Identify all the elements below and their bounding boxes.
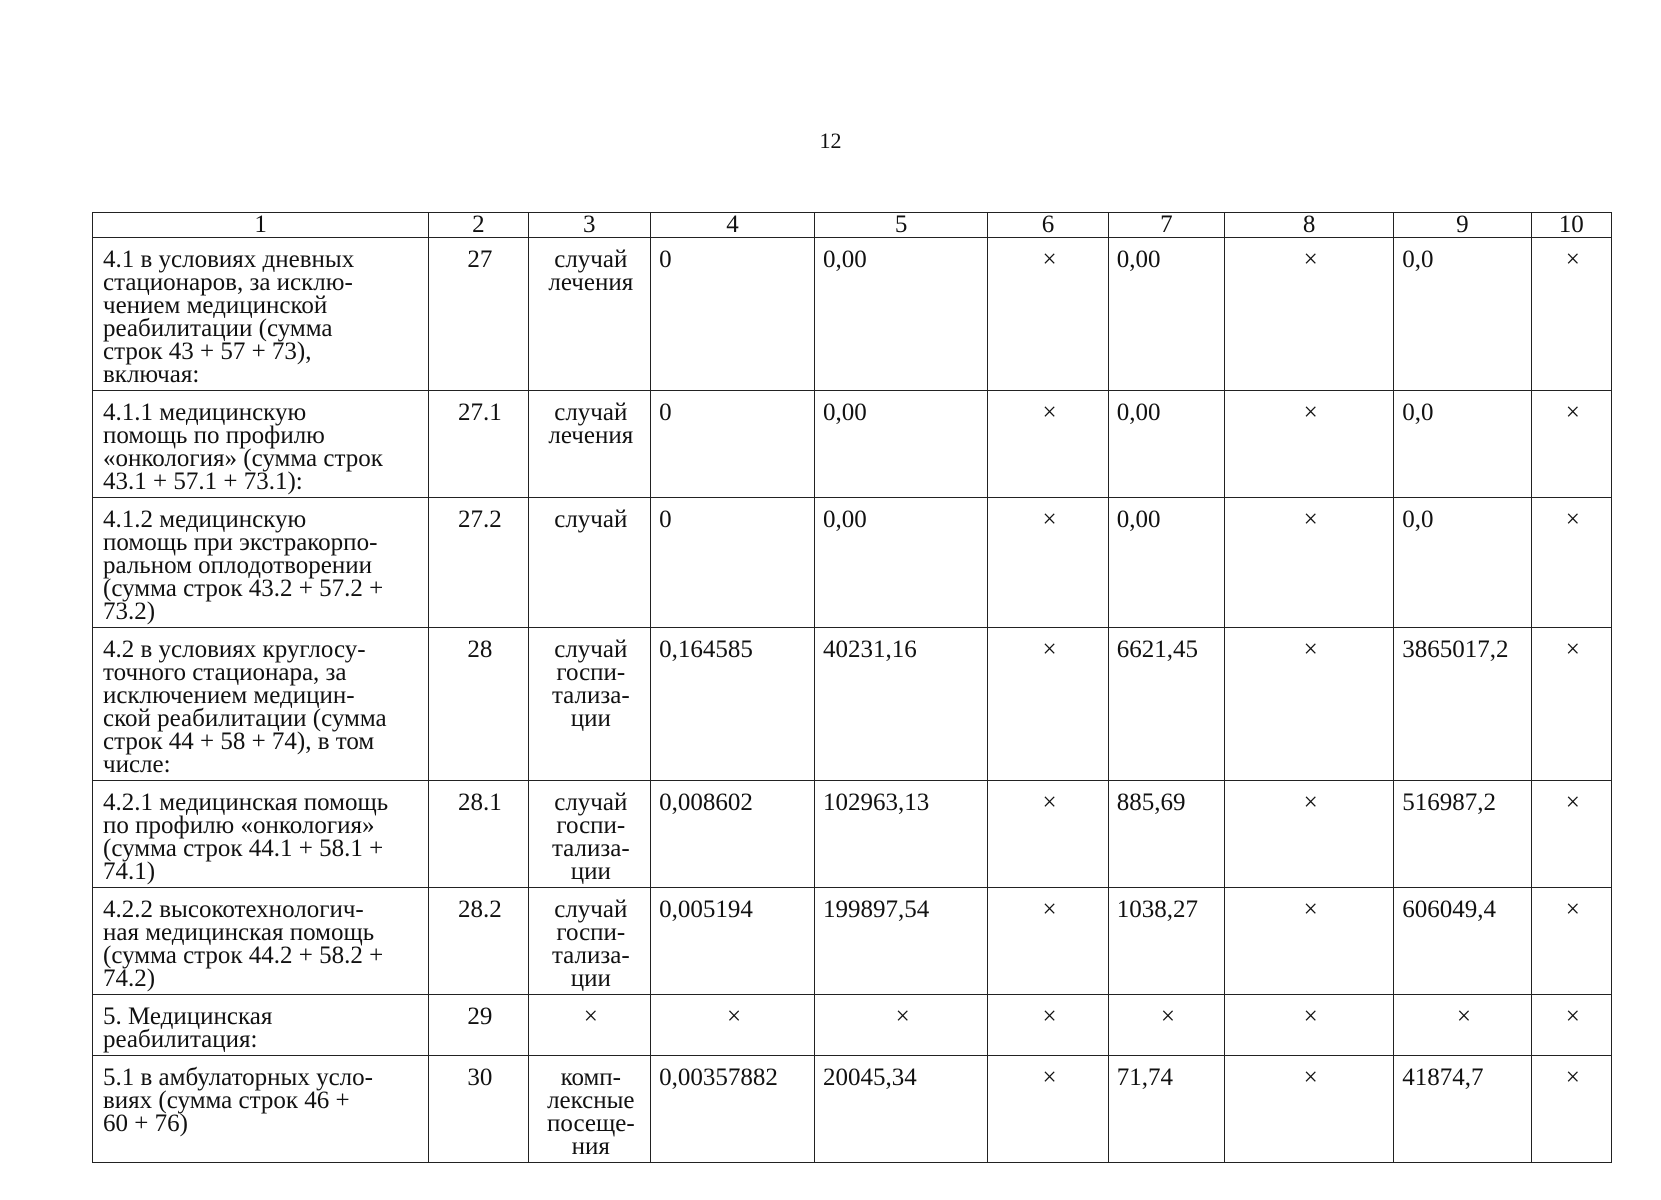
line-number-cell: 27.2	[429, 498, 528, 628]
cell-col-7: 71,74	[1108, 1056, 1224, 1163]
row-name-cell: 4.1 в условиях дневных стационаров, за исклю- чением медицинской реабилитации (сумма строк 43 + 57 + 73), включая:	[93, 238, 429, 391]
column-header: 5	[814, 213, 987, 238]
cell-col-9: 0,0	[1394, 498, 1531, 628]
column-header: 6	[988, 213, 1109, 238]
table-header-row	[93, 213, 1612, 238]
unit-cell: случай госпи- тализа- ции	[528, 781, 651, 888]
row-name-cell: 4.1.1 медицинскую помощь по профилю «онкология» (сумма строк 43.1 + 57.1 + 73.1):	[93, 391, 429, 498]
unit-cell: случай госпи- тализа- ции	[528, 628, 651, 781]
row-name-cell: 5.1 в амбулаторных усло- виях (сумма строк 46 + 60 + 76)	[93, 1056, 429, 1163]
cell-col-7: 0,00	[1108, 391, 1224, 498]
cell-col-6: ×	[988, 391, 1109, 498]
cell-col-8: ×	[1225, 781, 1394, 888]
cell-col-4: 0	[651, 238, 815, 391]
unit-cell: случай госпи- тализа- ции	[528, 888, 651, 995]
cell-col-9: 0,0	[1394, 238, 1531, 391]
cell-col-8: ×	[1225, 498, 1394, 628]
cell-col-6: ×	[988, 238, 1109, 391]
page-number: 12	[819, 128, 842, 153]
table-row	[93, 995, 1612, 1056]
cell-col-5: 102963,13	[814, 781, 987, 888]
cell-col-8: ×	[1225, 995, 1394, 1056]
cell-col-5: 20045,34	[814, 1056, 987, 1163]
row-name-cell: 4.2 в условиях круглосу- точного стационара, за исключением медицин- ской реабилитации (сумма строк 44 + 58 + 74), в том числе:	[93, 628, 429, 781]
column-header: 4	[651, 213, 815, 238]
line-number-cell: 27	[429, 238, 528, 391]
cell-col-5: 0,00	[814, 238, 987, 391]
cell-col-4: 0,005194	[651, 888, 815, 995]
cell-col-10: ×	[1531, 781, 1611, 888]
line-number-cell: 27.1	[429, 391, 528, 498]
line-number-cell: 29	[429, 995, 528, 1056]
line-number-cell: 28	[429, 628, 528, 781]
cell-col-5: 0,00	[814, 498, 987, 628]
cell-col-7: ×	[1108, 995, 1224, 1056]
cell-col-7: 885,69	[1108, 781, 1224, 888]
table-row	[93, 391, 1612, 498]
column-header: 8	[1225, 213, 1394, 238]
cell-col-10: ×	[1531, 1056, 1611, 1163]
cell-col-5: 199897,54	[814, 888, 987, 995]
cell-col-4: 0,00357882	[651, 1056, 815, 1163]
cell-col-10: ×	[1531, 498, 1611, 628]
data-table	[92, 212, 1612, 1163]
cell-col-6: ×	[988, 628, 1109, 781]
cell-col-10: ×	[1531, 238, 1611, 391]
unit-cell: ×	[528, 995, 651, 1056]
cell-col-6: ×	[988, 888, 1109, 995]
table-row	[93, 498, 1612, 628]
unit-cell: случай лечения	[528, 391, 651, 498]
table-row	[93, 888, 1612, 995]
cell-col-7: 0,00	[1108, 498, 1224, 628]
cell-col-9: 606049,4	[1394, 888, 1531, 995]
line-number-cell: 30	[429, 1056, 528, 1163]
cell-col-5: ×	[814, 995, 987, 1056]
cell-col-8: ×	[1225, 888, 1394, 995]
cell-col-4: 0	[651, 391, 815, 498]
cell-col-6: ×	[988, 995, 1109, 1056]
cell-col-8: ×	[1225, 628, 1394, 781]
cell-col-7: 0,00	[1108, 238, 1224, 391]
cell-col-10: ×	[1531, 888, 1611, 995]
cell-col-9: 41874,7	[1394, 1056, 1531, 1163]
column-header: 2	[429, 213, 528, 238]
cell-col-10: ×	[1531, 628, 1611, 781]
unit-cell: случай лечения	[528, 238, 651, 391]
table-row	[93, 628, 1612, 781]
cell-col-9: 516987,2	[1394, 781, 1531, 888]
unit-cell: комп- лексные посеще- ния	[528, 1056, 651, 1163]
cell-col-10: ×	[1531, 391, 1611, 498]
cell-col-9: 0,0	[1394, 391, 1531, 498]
cell-col-5: 40231,16	[814, 628, 987, 781]
line-number-cell: 28.2	[429, 888, 528, 995]
cell-col-5: 0,00	[814, 391, 987, 498]
cell-col-6: ×	[988, 498, 1109, 628]
cell-col-6: ×	[988, 781, 1109, 888]
cell-col-9: ×	[1394, 995, 1531, 1056]
cell-col-8: ×	[1225, 391, 1394, 498]
row-name-cell: 4.1.2 медицинскую помощь при экстракорпо- ральном оплодотворении (сумма строк 43.2 + 57.2 + 73.2)	[93, 498, 429, 628]
cell-col-4: 0	[651, 498, 815, 628]
cell-col-4: 0,008602	[651, 781, 815, 888]
table-row	[93, 1056, 1612, 1163]
cell-col-7: 1038,27	[1108, 888, 1224, 995]
cell-col-7: 6621,45	[1108, 628, 1224, 781]
cell-col-9: 3865017,2	[1394, 628, 1531, 781]
unit-cell: случай	[528, 498, 651, 628]
column-header: 3	[528, 213, 651, 238]
cell-col-10: ×	[1531, 995, 1611, 1056]
row-name-cell: 4.2.1 медицинская помощь по профилю «онкология» (сумма строк 44.1 + 58.1 + 74.1)	[93, 781, 429, 888]
column-header: 9	[1394, 213, 1531, 238]
cell-col-4: ×	[651, 995, 815, 1056]
column-header: 10	[1531, 213, 1611, 238]
table-row	[93, 238, 1612, 391]
cell-col-6: ×	[988, 1056, 1109, 1163]
column-header: 1	[93, 213, 429, 238]
cell-col-4: 0,164585	[651, 628, 815, 781]
line-number-cell: 28.1	[429, 781, 528, 888]
column-header: 7	[1108, 213, 1224, 238]
row-name-cell: 5. Медицинская реабилитация:	[93, 995, 429, 1056]
cell-col-8: ×	[1225, 238, 1394, 391]
table-row	[93, 781, 1612, 888]
row-name-cell: 4.2.2 высокотехнологич- ная медицинская помощь (сумма строк 44.2 + 58.2 + 74.2)	[93, 888, 429, 995]
cell-col-8: ×	[1225, 1056, 1394, 1163]
